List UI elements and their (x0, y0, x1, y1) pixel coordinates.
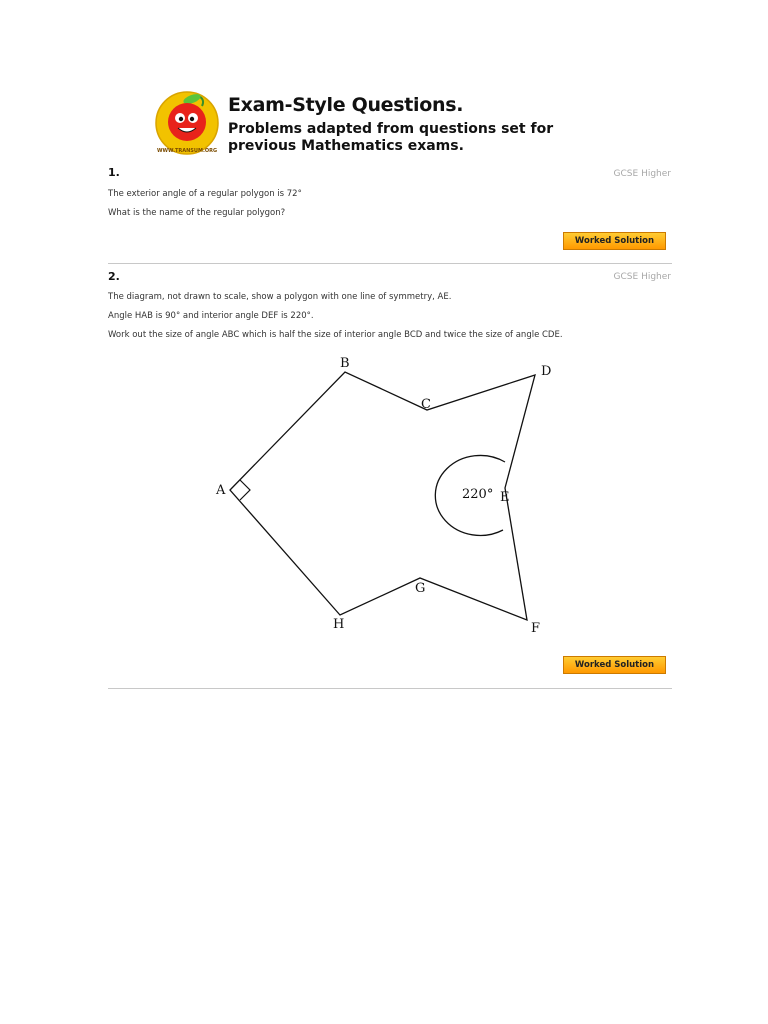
right-angle-marker (240, 480, 250, 500)
vertex-label-c: C (421, 397, 431, 412)
question-1-line-2: What is the name of the regular polygon? (108, 208, 286, 218)
angle-label: 220° (462, 487, 494, 502)
worked-solution-button-2[interactable]: Worked Solution (563, 656, 666, 674)
question-1-line-1: The exterior angle of a regular polygon is 72° (108, 189, 302, 199)
question-1-number: 1. (108, 166, 120, 179)
question-1-level: GCSE Higher (613, 169, 671, 179)
vertex-label-h: H (333, 617, 345, 632)
question-2-line-3: Work out the size of angle ABC which is half the size of interior angle BCD and twice the size of angle CDE. (108, 330, 563, 340)
question-2-level: GCSE Higher (613, 272, 671, 282)
vertex-label-f: F (531, 621, 541, 636)
divider (108, 263, 672, 264)
vertex-label-a: A (216, 483, 226, 498)
vertex-label-b: B (340, 356, 350, 371)
header (228, 94, 608, 155)
logo-wordmark: WWW.TRANSUM.ORG (156, 148, 218, 154)
transum-logo (154, 86, 220, 156)
question-2-line-2: Angle HAB is 90° and interior angle DEF is 220°. (108, 311, 314, 321)
vertex-label-e: E (500, 490, 510, 505)
worked-solution-button-1[interactable]: Worked Solution (563, 232, 666, 250)
polygon-diagram (200, 350, 570, 640)
page-subtitle: Problems adapted from questions set for previous Mathematics exams. (228, 121, 554, 154)
question-2-number: 2. (108, 270, 120, 283)
divider (108, 688, 672, 689)
question-2-line-1: The diagram, not drawn to scale, show a polygon with one line of symmetry, AE. (108, 292, 452, 302)
vertex-label-d: D (541, 364, 552, 379)
page-title: Exam-Style Questions. (228, 94, 464, 116)
vertex-label-g: G (415, 581, 426, 596)
